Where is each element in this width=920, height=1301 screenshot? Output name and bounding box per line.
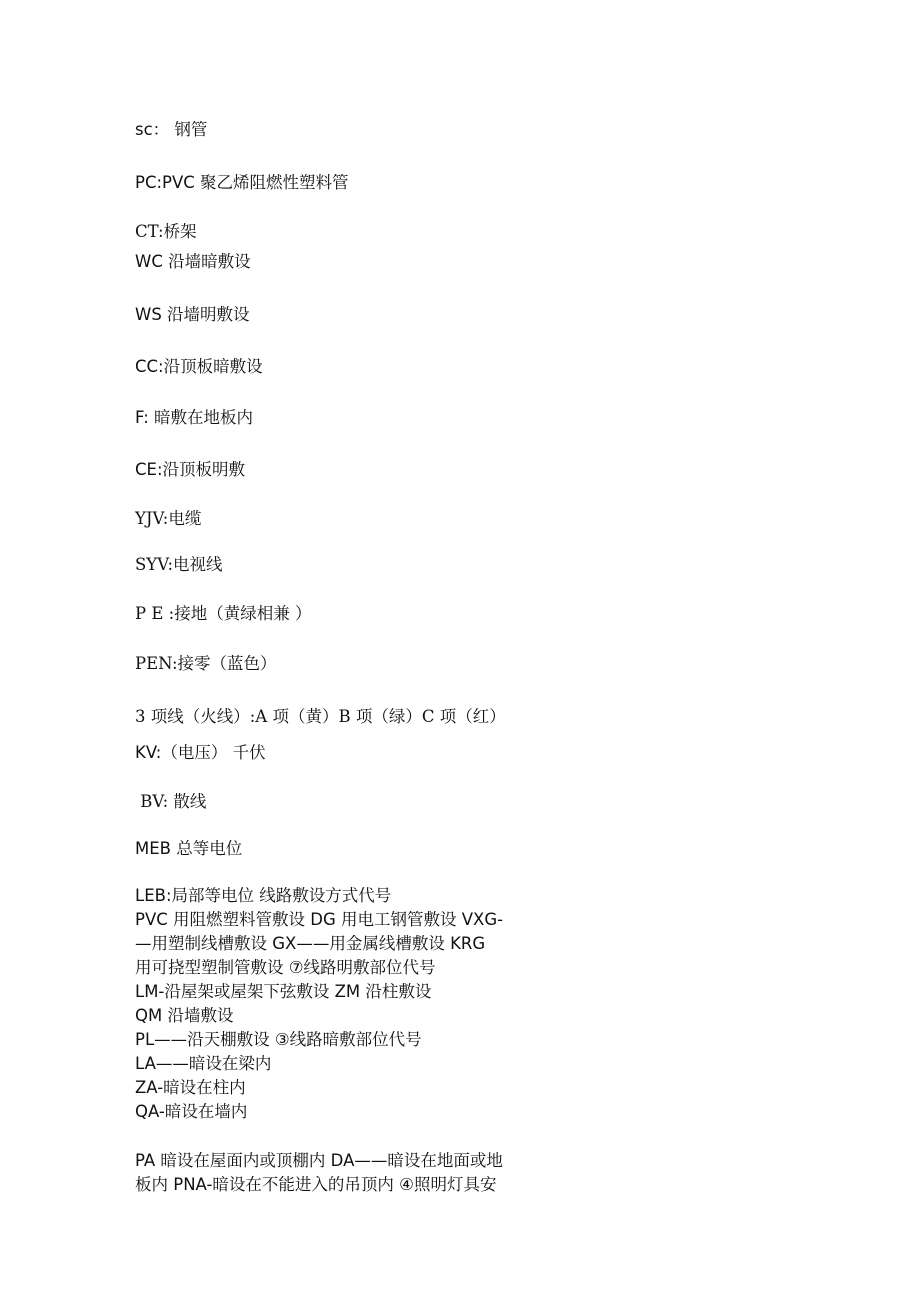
- line-pe: P E :接地（黄绿相兼 ）: [135, 604, 312, 623]
- line-gx: —用塑制线槽敷设 GX——用金属线槽敷设 KRG: [135, 934, 486, 953]
- line-meb: MEB 总等电位: [135, 839, 243, 858]
- line-pen: PEN:接零（蓝色）: [135, 654, 277, 673]
- line-ws: WS 沿墙明敷设: [135, 305, 250, 324]
- line-yjv: YJV:电缆: [135, 509, 202, 528]
- line-pa: PA 暗设在屋面内或顶棚内 DA——暗设在地面或地: [135, 1151, 503, 1170]
- line-lm: LM-沿屋架或屋架下弦敷设 ZM 沿柱敷设: [135, 982, 432, 1001]
- line-f: F: 暗敷在地板内: [135, 408, 254, 427]
- line-krg: 用可挠型塑制管敷设 ⑦线路明敷部位代号: [135, 958, 436, 977]
- line-kv: KV:（电压） 千伏: [135, 743, 266, 762]
- line-cc: CC:沿顶板暗敷设: [135, 357, 263, 376]
- line-pc: PC:PVC 聚乙烯阻燃性塑料管: [135, 173, 349, 192]
- line-pna: 板内 PNA-暗设在不能进入的吊顶内 ④照明灯具安: [135, 1175, 497, 1194]
- line-wc: WC 沿墙暗敷设: [135, 252, 251, 271]
- line-sc: sc： 钢管: [135, 120, 208, 139]
- line-za: ZA-暗设在柱内: [135, 1078, 246, 1097]
- line-leb: LEB:局部等电位 线路敷设方式代号: [135, 886, 392, 905]
- line-qm: QM 沿墙敷设: [135, 1006, 234, 1025]
- line-pl: PL——沿天棚敷设 ③线路暗敷部位代号: [135, 1030, 422, 1049]
- line-pvc: PVC 用阻燃塑料管敷设 DG 用电工钢管敷设 VXG-: [135, 910, 504, 929]
- line-ce: CE:沿顶板明敷: [135, 460, 246, 479]
- line-la: LA——暗设在梁内: [135, 1054, 272, 1073]
- line-qa: QA-暗设在墙内: [135, 1102, 248, 1121]
- line-syv: SYV:电视线: [135, 555, 223, 574]
- line-bv: BV: 散线: [135, 792, 207, 811]
- line-three-phase: 3 项线（火线）:A 项（黄）B 项（绿）C 项（红）: [135, 707, 506, 726]
- line-ct: CT:桥架: [135, 222, 197, 241]
